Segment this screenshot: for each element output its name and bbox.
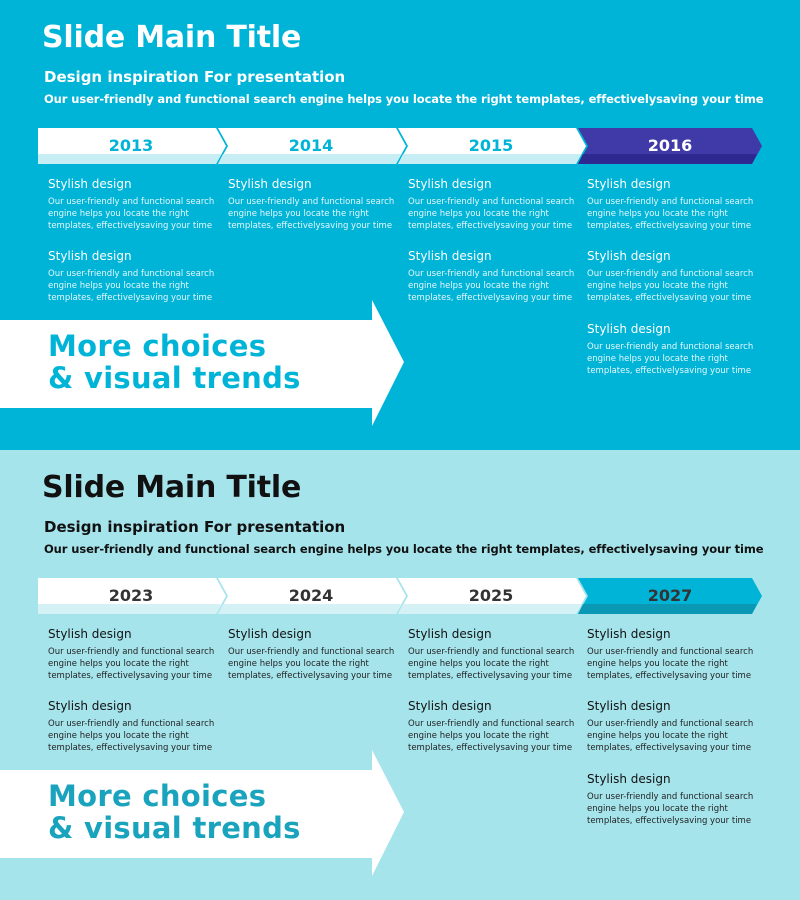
year-timeline (0, 128, 800, 164)
timeline-item (587, 249, 759, 304)
timeline-item (408, 249, 580, 304)
year-label-2023: 2023 (108, 586, 154, 605)
item-title: Stylish design (587, 627, 671, 641)
timeline-item (48, 177, 220, 232)
item-text: Our user-friendly and functional search engine helps you locate the right templates, effectivelysaving your time (587, 647, 754, 681)
item-title: Stylish design (48, 177, 132, 191)
slide-description: Our user-friendly and functional search engine helps you locate the right templates, effectivelysaving your time (44, 542, 764, 556)
year-label-2027: 2027 (647, 586, 693, 605)
item-text: Our user-friendly and functional search engine helps you locate the right templates, effectivelysaving your time (408, 647, 575, 681)
item-text: Our user-friendly and functional search engine helps you locate the right templates, effectivelysaving your time (48, 269, 215, 303)
timeline-item (587, 322, 759, 377)
timeline-item (48, 627, 220, 682)
timeline-item (587, 772, 759, 827)
big-arrow-text (48, 330, 301, 394)
item-text: Our user-friendly and functional search engine helps you locate the right templates, effectivelysaving your time (48, 719, 215, 753)
timeline-item (48, 249, 220, 304)
item-text: Our user-friendly and functional search engine helps you locate the right templates, effectivelysaving your time (228, 647, 395, 681)
item-title: Stylish design (228, 627, 312, 641)
timeline-item (408, 627, 580, 682)
item-text: Our user-friendly and functional search engine helps you locate the right templates, effectivelysaving your time (587, 719, 754, 753)
timeline-item (228, 177, 400, 232)
big-text-line2: & visual trends (48, 361, 301, 395)
item-title: Stylish design (587, 322, 671, 336)
item-title: Stylish design (408, 627, 492, 641)
year-label-2015: 2015 (468, 136, 514, 155)
item-text: Our user-friendly and functional search engine helps you locate the right templates, effectivelysaving your time (408, 269, 575, 303)
item-title: Stylish design (587, 177, 671, 191)
item-text: Our user-friendly and functional search engine helps you locate the right templates, effectivelysaving your time (228, 197, 395, 231)
item-text: Our user-friendly and functional search engine helps you locate the right templates, effectivelysaving your time (48, 647, 215, 681)
item-text: Our user-friendly and functional search engine helps you locate the right templates, effectivelysaving your time (408, 719, 575, 753)
slide-title: Slide Main Title (42, 20, 302, 55)
big-arrow-text (48, 780, 301, 844)
year-label-2016: 2016 (647, 136, 693, 155)
timeline-item (408, 177, 580, 232)
year-timeline (0, 578, 800, 614)
slide-2 (0, 450, 800, 900)
item-text: Our user-friendly and functional search engine helps you locate the right templates, effectivelysaving your time (587, 269, 754, 303)
big-text-line1: More choices (48, 329, 267, 363)
item-title: Stylish design (587, 699, 671, 713)
big-text-line1: More choices (48, 779, 267, 813)
big-text-line2: & visual trends (48, 811, 301, 845)
item-title: Stylish design (228, 177, 312, 191)
item-title: Stylish design (48, 249, 132, 263)
slide-subtitle: Design inspiration For presentation (44, 518, 346, 536)
item-title: Stylish design (587, 772, 671, 786)
timeline-item (408, 699, 580, 754)
item-text: Our user-friendly and functional search engine helps you locate the right templates, effectivelysaving your time (48, 197, 215, 231)
slide-description: Our user-friendly and functional search engine helps you locate the right templates, effectivelysaving your time (44, 92, 764, 106)
item-text: Our user-friendly and functional search engine helps you locate the right templates, effectivelysaving your time (587, 342, 754, 376)
timeline-item (587, 627, 759, 682)
timeline-item (587, 177, 759, 232)
slide-title: Slide Main Title (42, 470, 302, 505)
item-text: Our user-friendly and functional search engine helps you locate the right templates, effectivelysaving your time (408, 197, 575, 231)
year-label-2024: 2024 (288, 586, 334, 605)
timeline-item (587, 699, 759, 754)
year-label-2025: 2025 (468, 586, 514, 605)
timeline-item (48, 699, 220, 754)
item-title: Stylish design (408, 249, 492, 263)
item-title: Stylish design (48, 627, 132, 641)
item-title: Stylish design (408, 699, 492, 713)
year-label-2014: 2014 (288, 136, 334, 155)
year-label-2013: 2013 (108, 136, 154, 155)
timeline-item (228, 627, 400, 682)
item-text: Our user-friendly and functional search engine helps you locate the right templates, effectivelysaving your time (587, 197, 754, 231)
item-title: Stylish design (48, 699, 132, 713)
item-title: Stylish design (587, 249, 671, 263)
slide-subtitle: Design inspiration For presentation (44, 68, 346, 86)
item-text: Our user-friendly and functional search engine helps you locate the right templates, effectivelysaving your time (587, 792, 754, 826)
item-title: Stylish design (408, 177, 492, 191)
